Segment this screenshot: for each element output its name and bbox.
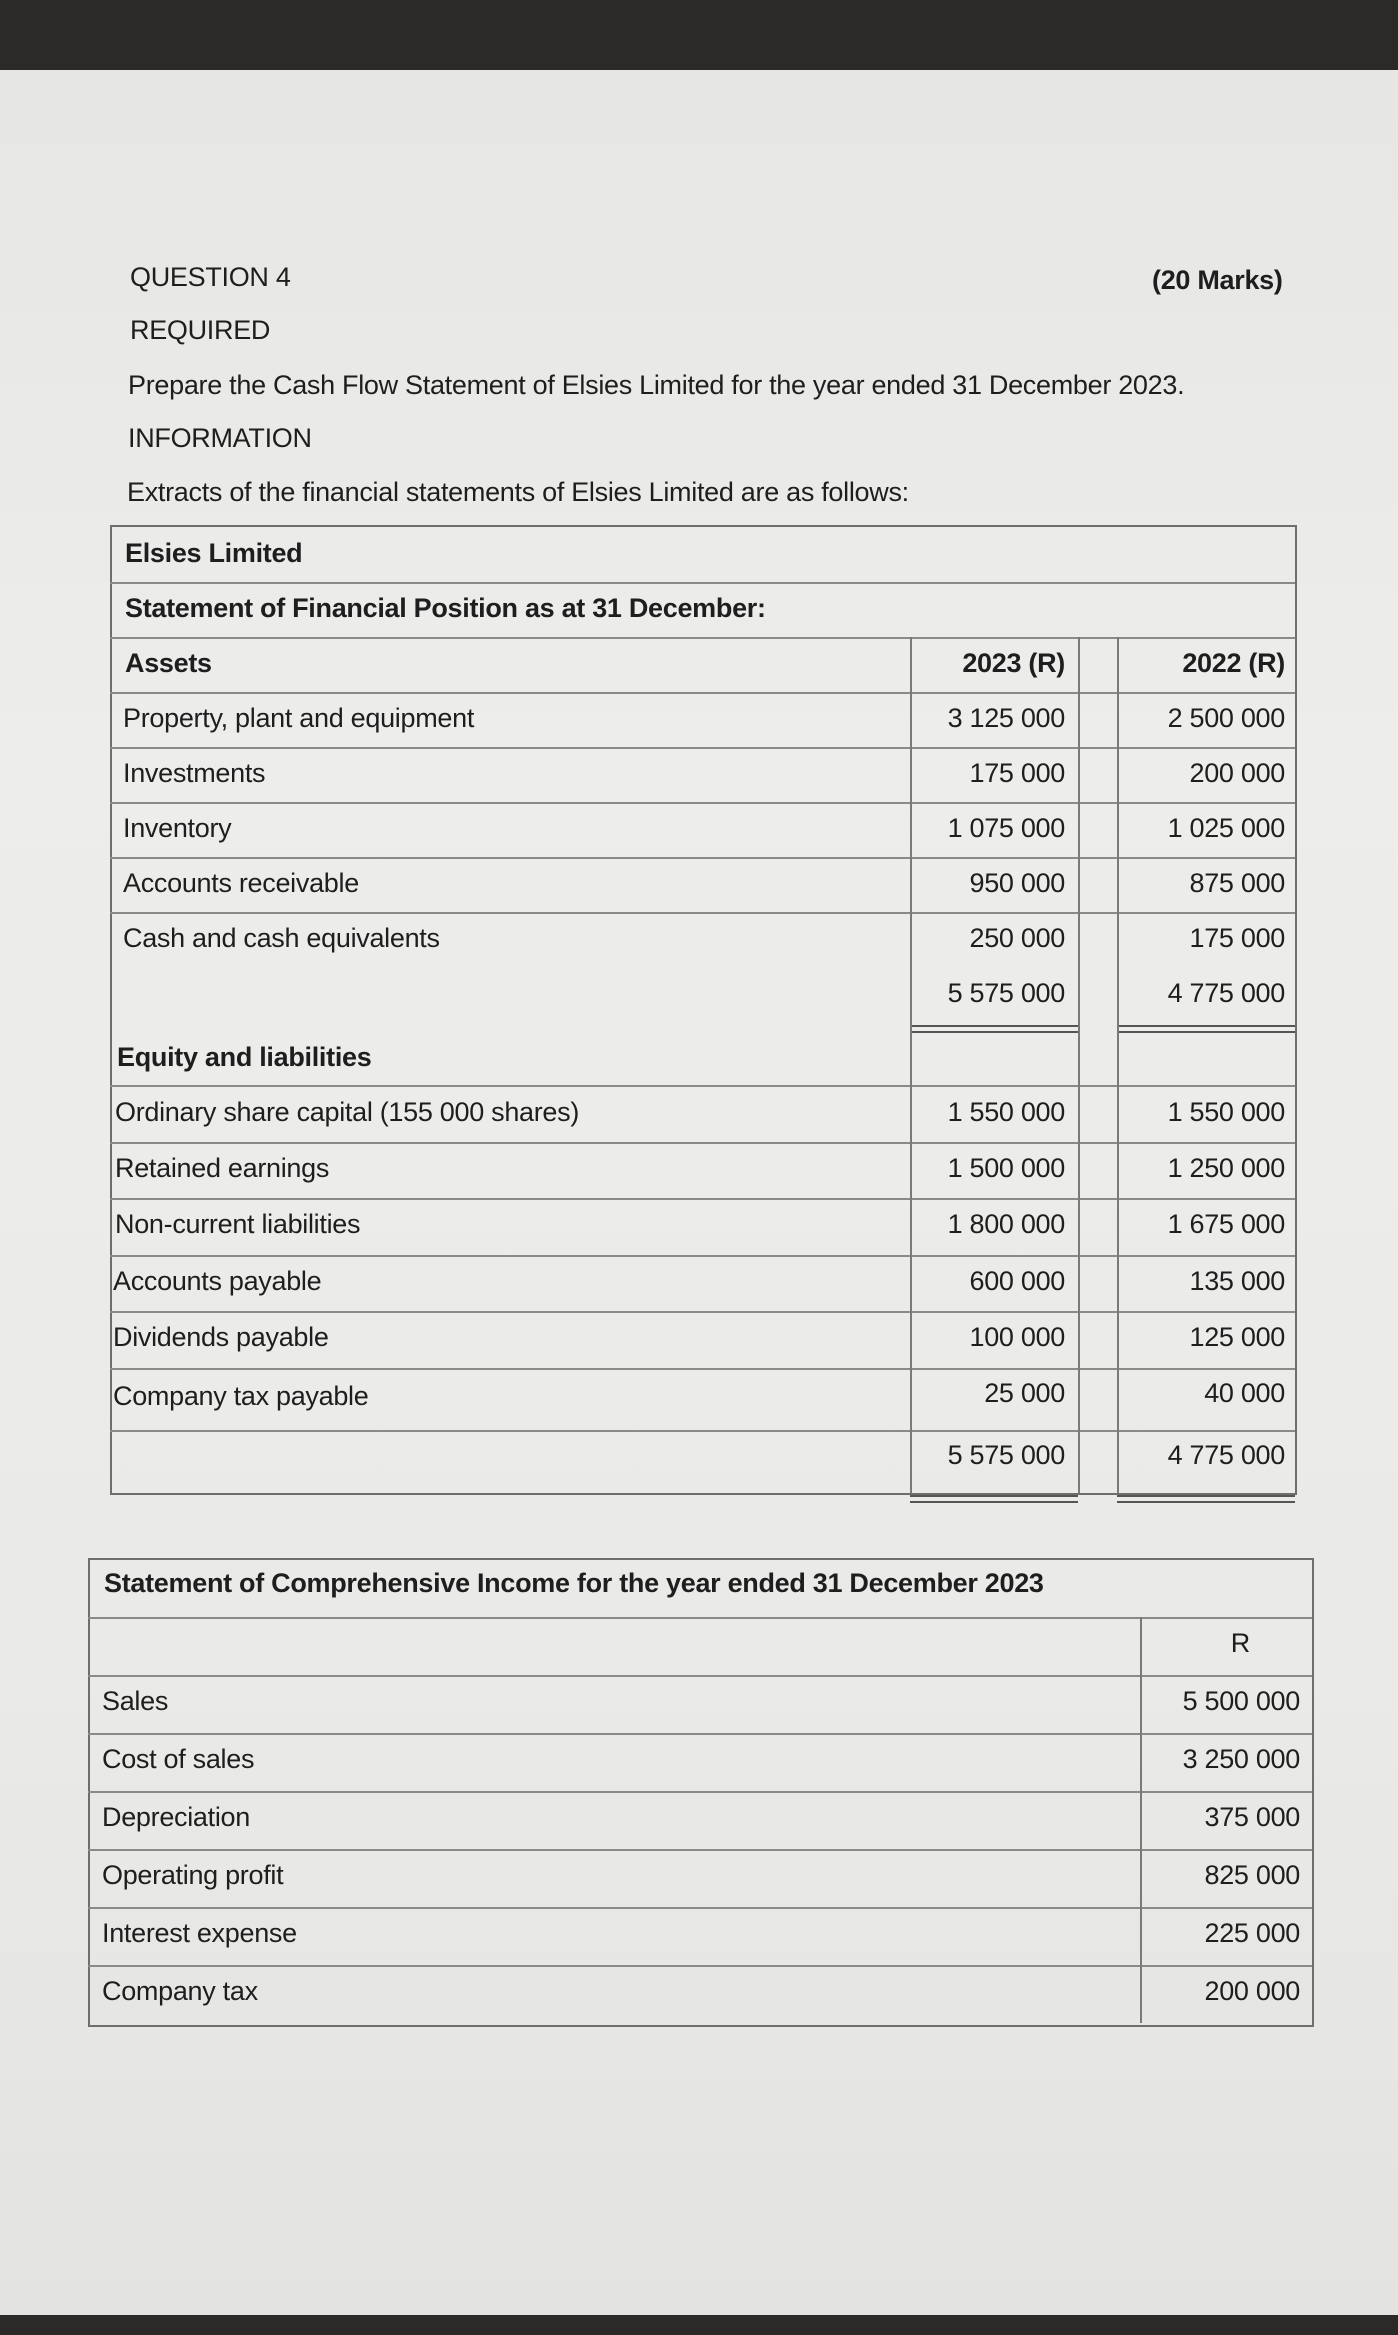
equity-value-2023: 600 000 xyxy=(969,1266,1065,1296)
equity-label: Dividends payable xyxy=(113,1322,329,1352)
financial-position-table xyxy=(110,525,1295,1493)
information-text: Extracts of the financial statements of Elsies Limited are as follows: xyxy=(127,477,909,507)
sfp-title: Statement of Financial Position as at 31 December: xyxy=(125,593,766,623)
sci-title: Statement of Comprehensive Income for the year ended 31 December 2023 xyxy=(104,1568,1044,1598)
photo-bottom-edge xyxy=(0,2315,1398,2335)
rule xyxy=(88,1849,1312,1851)
equity-value-2023: 25 000 xyxy=(984,1378,1065,1408)
equity-value-2023: 1 550 000 xyxy=(947,1097,1065,1127)
equity-label: Retained earnings xyxy=(115,1153,330,1183)
asset-value-2023: 950 000 xyxy=(969,868,1065,898)
asset-value-2022: 875 000 xyxy=(1189,868,1285,898)
rule xyxy=(88,1907,1312,1909)
sci-row-value: 375 000 xyxy=(1204,1802,1300,1832)
equity-value-2022: 125 000 xyxy=(1189,1322,1285,1352)
information-heading: INFORMATION xyxy=(128,423,312,453)
sci-row-value: 825 000 xyxy=(1204,1860,1300,1890)
sci-row-value: 225 000 xyxy=(1204,1918,1300,1948)
asset-value-2022: 1 025 000 xyxy=(1167,813,1285,843)
equity-value-2022: 1 550 000 xyxy=(1167,1097,1285,1127)
equity-label: Company tax payable xyxy=(113,1381,369,1411)
sci-row-label: Company tax xyxy=(102,1976,258,2006)
asset-value-2023: 250 000 xyxy=(969,923,1065,953)
rule xyxy=(110,582,1295,584)
column-2023-header: 2023 (R) xyxy=(962,648,1065,678)
rule xyxy=(88,1733,1312,1735)
equity-label: Ordinary share capital (155 000 shares) xyxy=(115,1097,580,1127)
equity-value-2022: 1 250 000 xyxy=(1167,1153,1285,1183)
question-marks: (20 Marks) xyxy=(1152,265,1283,295)
required-heading: REQUIRED xyxy=(130,315,271,345)
sci-row-label: Operating profit xyxy=(102,1860,284,1890)
sci-row-label: Sales xyxy=(102,1686,169,1716)
asset-label: Investments xyxy=(123,758,266,788)
asset-value-2022: 200 000 xyxy=(1189,758,1285,788)
total-double-underline xyxy=(910,1025,1078,1033)
rule xyxy=(88,1617,1312,1619)
equity-value-2023: 1 800 000 xyxy=(947,1209,1065,1239)
asset-value-2023: 175 000 xyxy=(969,758,1065,788)
asset-value-2023: 3 125 000 xyxy=(947,703,1065,733)
equity-value-2022: 40 000 xyxy=(1204,1378,1285,1408)
equity-label: Non-current liabilities xyxy=(115,1209,361,1239)
company-name: Elsies Limited xyxy=(125,538,303,568)
column-2022-header: 2022 (R) xyxy=(1182,648,1285,678)
equity-label: Accounts payable xyxy=(113,1266,322,1296)
sci-row-label: Interest expense xyxy=(102,1918,297,1948)
rule xyxy=(88,1675,1312,1677)
rule xyxy=(88,1965,1312,1967)
assets-total-2022: 4 775 000 xyxy=(1167,978,1285,1008)
asset-value-2022: 2 500 000 xyxy=(1167,703,1285,733)
asset-label: Property, plant and equipment xyxy=(123,703,475,733)
sci-row-value: 5 500 000 xyxy=(1182,1686,1300,1716)
total-double-underline xyxy=(1117,1025,1295,1033)
equity-value-2023: 1 500 000 xyxy=(947,1153,1065,1183)
sci-row-value: 3 250 000 xyxy=(1182,1744,1300,1774)
sci-row-label: Depreciation xyxy=(102,1802,250,1832)
question-number: QUESTION 4 xyxy=(130,262,291,292)
assets-total-2023: 5 575 000 xyxy=(947,978,1065,1008)
photo-top-edge xyxy=(0,0,1398,70)
equity-value-2022: 135 000 xyxy=(1189,1266,1285,1296)
equity-heading: Equity and liabilities xyxy=(117,1042,372,1072)
sci-row-value: 200 000 xyxy=(1204,1976,1300,2006)
equity-total-2022: 4 775 000 xyxy=(1167,1440,1285,1470)
asset-label: Accounts receivable xyxy=(123,868,359,898)
asset-label: Inventory xyxy=(123,813,232,843)
required-text: Prepare the Cash Flow Statement of Elsies Limited for the year ended 31 December 2023. xyxy=(128,370,1185,400)
asset-value-2023: 1 075 000 xyxy=(947,813,1065,843)
rule xyxy=(88,1791,1312,1793)
column-divider xyxy=(1078,637,1080,1493)
total-double-underline xyxy=(910,1495,1078,1503)
total-double-underline xyxy=(1117,1495,1295,1503)
asset-value-2022: 175 000 xyxy=(1189,923,1285,953)
sci-row-label: Cost of sales xyxy=(102,1744,255,1774)
asset-label: Cash and cash equivalents xyxy=(123,923,440,953)
equity-value-2022: 1 675 000 xyxy=(1167,1209,1285,1239)
sci-column-header: R xyxy=(1230,1628,1250,1658)
assets-heading: Assets xyxy=(125,648,212,678)
equity-value-2023: 100 000 xyxy=(969,1322,1065,1352)
equity-total-2023: 5 575 000 xyxy=(947,1440,1065,1470)
comprehensive-income-table xyxy=(88,1558,1313,2025)
